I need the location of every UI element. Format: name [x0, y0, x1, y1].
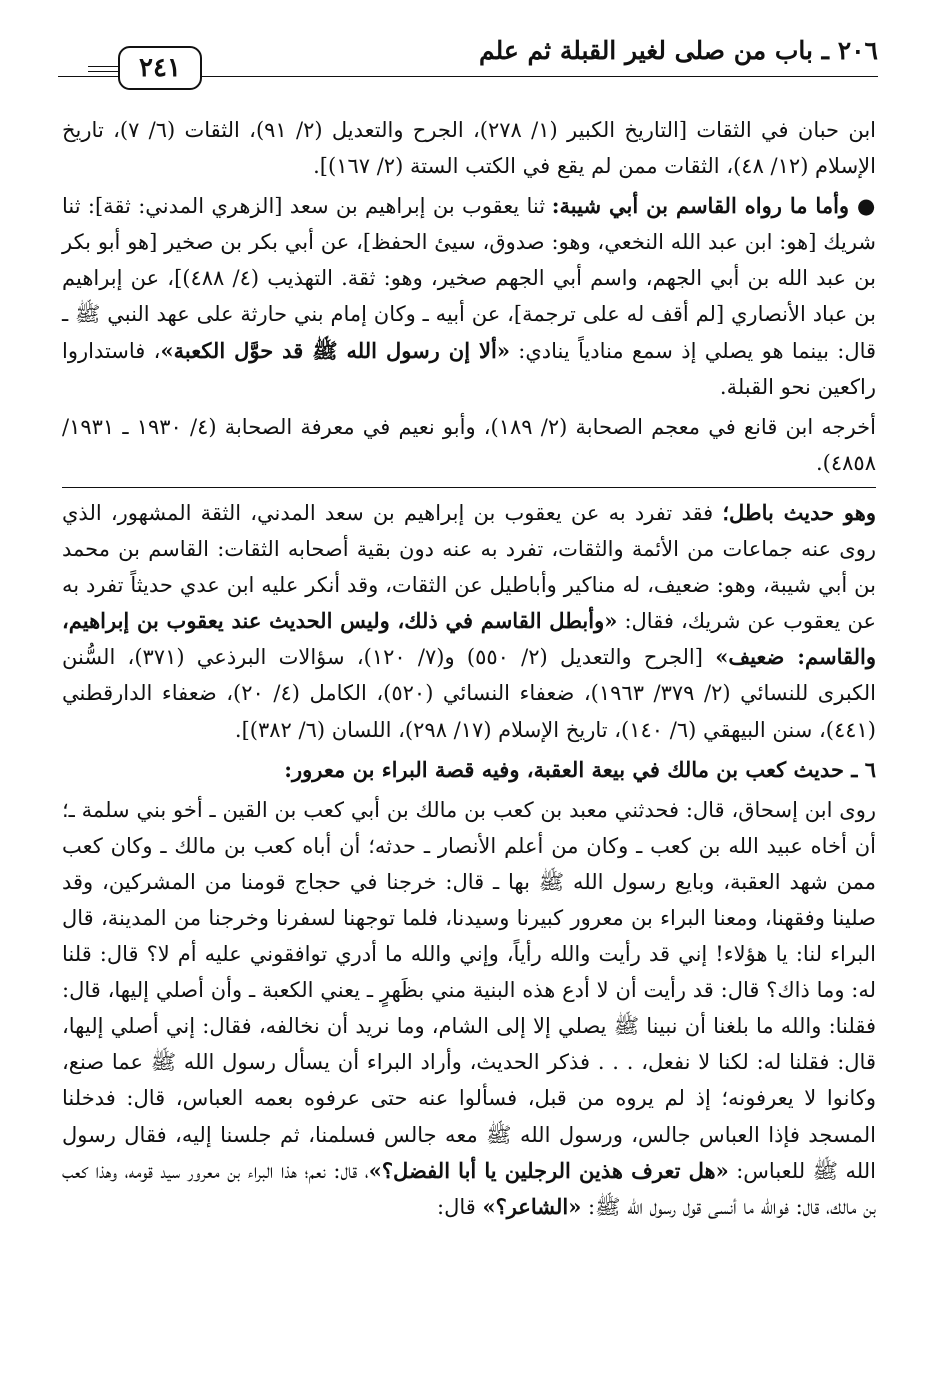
page-body: [62, 112, 876, 1225]
paragraph: وهو حديث باطل؛ فقد تفرد به عن يعقوب بن إبراهيم بن سعد المدني، الثقة المشهور، الذي روى عنه جماعات من الأئمة والثقات، تفرد به عنه دون بقية أصحابه الثقات: القاسم بن محمد بن أبي شيبة، وهو: ضعيف، له مناكير وأباطيل عن الثقات، وقد أنكر عليه ابن عدي حديثاً تفرد به عن يعقوب عن شريك، فقال: «وأبطل القاسم في ذلك، وليس الحديث عند يعقوب بن إبراهيم، والقاسم: ضعيف» [الجرح والتعديل (٢/ ٥٥٠) و(٧/ ١٢٠)، سؤالات البرذعي (٣٧١)، السُّنن الكبرى للنسائي (٢/ ٣٧٩/ ١٩٦٣)، ضعفاء النسائي (٥٢٠)، الكامل (٤/ ٢٠)، ضعفاء الدارقطني (٤٤١)، سنن البيهقي (٦/ ١٤٠)، تاريخ الإسلام (١٧/ ٢٩٨)، اللسان (٦/ ٣٨٢)].: [62, 499, 877, 742]
section-divider: [62, 487, 876, 488]
header-ornament-line: [88, 71, 118, 72]
quote: «وأبطل القاسم في ذلك، وليس الحديث عند يعقوب بن إبراهيم، والقاسم: ضعيف»: [62, 608, 876, 670]
paragraph: ● وأما ما رواه القاسم بن أبي شيبة: ثنا يعقوب بن إبراهيم بن سعد [الزهري المدني: ثقة]: ثنا شريك [هو: ابن عبد الله النخعي، وهو: صدوق، سيئ الحفظ]، عن أبي بكر بن صخير [هو أبو بكر بن عبد الله بن أبي الجهم، واسم أبي الجهم صخير، وهو: ثقة. التهذيب (٤/ ٤٨٨)]، عن إبراهيم بن عباد الأنصاري [لم أقف له على ترجمة]، عن أبيه ـ وكان إمام بني حارثة على عهد النبي ﷺ ـ قال: بينما هو يصلي إذ سمع منادياً ينادي: «ألا إن رسول الله ﷺ قد حوَّل الكعبة»، فاستداروا راكعين نحو القبلة.: [62, 193, 877, 399]
page-number-frame: [118, 46, 202, 90]
paragraph: أخرجه ابن قانع في معجم الصحابة (٢/ ١٨٩)، وأبو نعيم في معرفة الصحابة (٤/ ١٩٣٠ ـ ١٩٣١/ ٤٨٥٨).: [62, 414, 877, 475]
bold-lead: وهو حديث باطل؛: [722, 499, 877, 525]
paragraph: ابن حبان في الثقات [التاريخ الكبير (١/ ٢٧٨)، الجرح والتعديل (٢/ ٩١)، الثقات (٦/ ٧)، تاريخ الإسلام (١٢/ ٤٨)، الثقات ممن لم يقع في الكتب الستة (٢/ ١٦٧)].: [62, 118, 876, 179]
header-ornament-line: [88, 66, 118, 67]
hadith-quote: «الشاعر؟»: [482, 1193, 582, 1219]
paragraph: روى ابن إسحاق، قال: فحدثني معبد بن كعب بن مالك بن أبي كعب بن القين ـ أخو بني سلمة ـ؛ أن أخاه عبيد الله بن كعب ـ وكان من أعلم الأنصار ـ حدثه؛ أن أباه كعب بن مالك ـ وكان كعب ممن شهد العقبة، وبايع رسول الله ﷺ بها ـ قال: خرجنا في حجاج قومنا من المشركين، وقد صلينا وفقهنا، ومعنا البراء بن معرور كبيرنا وسيدنا، فلما توجهنا لسفرنا وخرجنا من المدينة، قال البراء لنا: يا هؤلاء! إني قد رأيت والله رأياً، وإني والله ما أدري توافقوني عليه أم لا؟ قال: قلنا له: وما ذاك؟ قال: قد رأيت أن لا أدع هذه البنية مني بظَهرٍ ـ يعني الكعبة ـ وأن أصلي إليها، قال: فقلنا: والله ما بلغنا أن نبينا ﷺ يصلي إلا إلى الشام، وما نريد أن نخالفه، فقال: إني أصلي إليها، قال: فقلنا له: لكنا لا نفعل، . . . فذكر الحديث، وأراد البراء أن يسأل رسول الله ﷺ عما صنع، وكانوا لا يعرفونه؛ إذ لم يروه من قبل، فسألوا عنه حتى عرفوه بعمه العباس، قال: فدخلنا المسجد فإذا العباس جالس، ورسول الله ﷺ معه جالس فسلمنا، ثم جلسنا إليه، فقال رسول الله ﷺ للعباس: «هل تعرف هذين الرجلين يا أبا الفضل؟»، قال: نعم؛ هذا البراء بن معرور سيد قومه، وهذا كعب بن مالك، قال: فوالله ما أنسى قول رسول الله ﷺ: «الشاعر؟» قال:: [62, 797, 876, 1219]
page-number: ٢٤١: [139, 53, 181, 83]
hadith-quote: «ألا إن رسول الله ﷺ قد حوَّل الكعبة»: [160, 337, 510, 363]
bold-lead: ● وأما ما رواه القاسم بن أبي شيبة:: [551, 193, 876, 219]
hadith-quote: «هل تعرف هذين الرجلين يا أبا الفضل؟»: [368, 1157, 729, 1183]
section-heading: ٦ ـ حديث كعب بن مالك في بيعة العقبة، وفيه قصة البراء بن معرور:: [284, 756, 876, 782]
page-header: [0, 0, 936, 100]
running-title: ٢٠٦ ـ باب من صلى لغير القبلة ثم علم: [478, 36, 878, 65]
